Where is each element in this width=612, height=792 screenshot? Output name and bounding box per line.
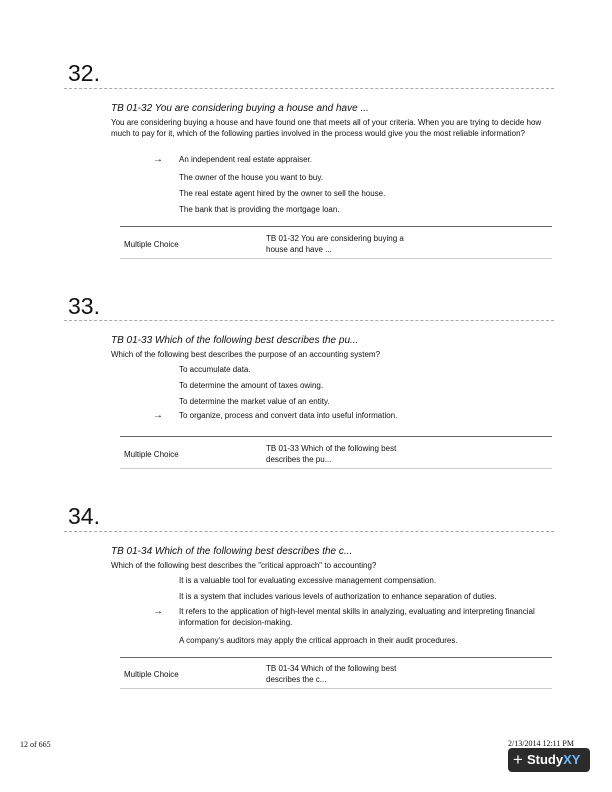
divider: [64, 88, 554, 89]
divider: [64, 320, 554, 321]
page-counter: 12 of 665: [20, 740, 51, 749]
answer-option: It is a system that includes various levels of authorization to enhance separation of duties.: [179, 592, 497, 601]
divider: [64, 531, 554, 532]
correct-answer-arrow-icon: →: [153, 410, 163, 421]
answer-option: To organize, process and convert data into useful information.: [179, 411, 398, 420]
meta-top-rule: [120, 436, 552, 437]
answer-option: It is a valuable tool for evaluating excessive management compensation.: [179, 576, 437, 585]
answer-option: The owner of the house you want to buy.: [179, 173, 323, 182]
brand-study: Study: [526, 752, 564, 767]
answer-option: To determine the amount of taxes owing.: [179, 381, 324, 390]
answer-option: To accumulate data.: [179, 365, 251, 374]
correct-answer-arrow-icon: →: [153, 606, 163, 617]
answer-option: An independent real estate appraiser.: [179, 155, 312, 164]
question-number: 33.: [68, 293, 100, 319]
question-reference: TB 01-34 Which of the following best describes the c...: [266, 664, 397, 684]
correct-answer-arrow-icon: →: [153, 154, 163, 165]
studyxy-logo[interactable]: [508, 748, 590, 772]
question-text: You are considering buying a house and have found one that meets all of your criteria. When you are trying to decide how much to pay for it, which of the following parties involved in the process would give you the most reliable information?: [111, 118, 542, 138]
answer-option: To determine the market value of an entity.: [179, 397, 330, 406]
question-text: Which of the following best describes the "critical approach" to accounting?: [111, 561, 377, 570]
plus-icon: +: [513, 750, 523, 769]
meta-top-rule: [120, 657, 552, 658]
question-number: 32.: [68, 60, 100, 86]
answer-option: It refers to the application of high-level mental skills in analyzing, evaluating and interpreting financial information for decision-making.: [179, 607, 535, 627]
question-type: Multiple Choice: [124, 450, 179, 459]
question-reference: TB 01-33 Which of the following best describes the pu...: [266, 444, 397, 464]
question-number: 34.: [68, 503, 100, 529]
brand-xy: XY: [563, 752, 581, 767]
question-type: Multiple Choice: [124, 240, 179, 249]
meta-bottom-rule: [120, 258, 552, 259]
question-title: TB 01-33 Which of the following best describes the pu...: [111, 335, 359, 346]
question-text: Which of the following best describes the purpose of an accounting system?: [111, 350, 381, 359]
meta-bottom-rule: [120, 468, 552, 469]
answer-option: The real estate agent hired by the owner to sell the house.: [179, 189, 386, 198]
answer-option: The bank that is providing the mortgage loan.: [179, 205, 340, 214]
question-type: Multiple Choice: [124, 670, 179, 679]
question-title: TB 01-32 You are considering buying a house and have ...: [111, 103, 369, 114]
timestamp: 2/13/2014 12:11 PM: [508, 739, 574, 748]
question-title: TB 01-34 Which of the following best describes the c...: [111, 546, 353, 557]
meta-top-rule: [120, 226, 552, 227]
meta-bottom-rule: [120, 688, 552, 689]
answer-option: A company's auditors may apply the critical approach in their audit procedures.: [179, 636, 458, 645]
question-reference: TB 01-32 You are considering buying a house and have ...: [266, 234, 404, 254]
